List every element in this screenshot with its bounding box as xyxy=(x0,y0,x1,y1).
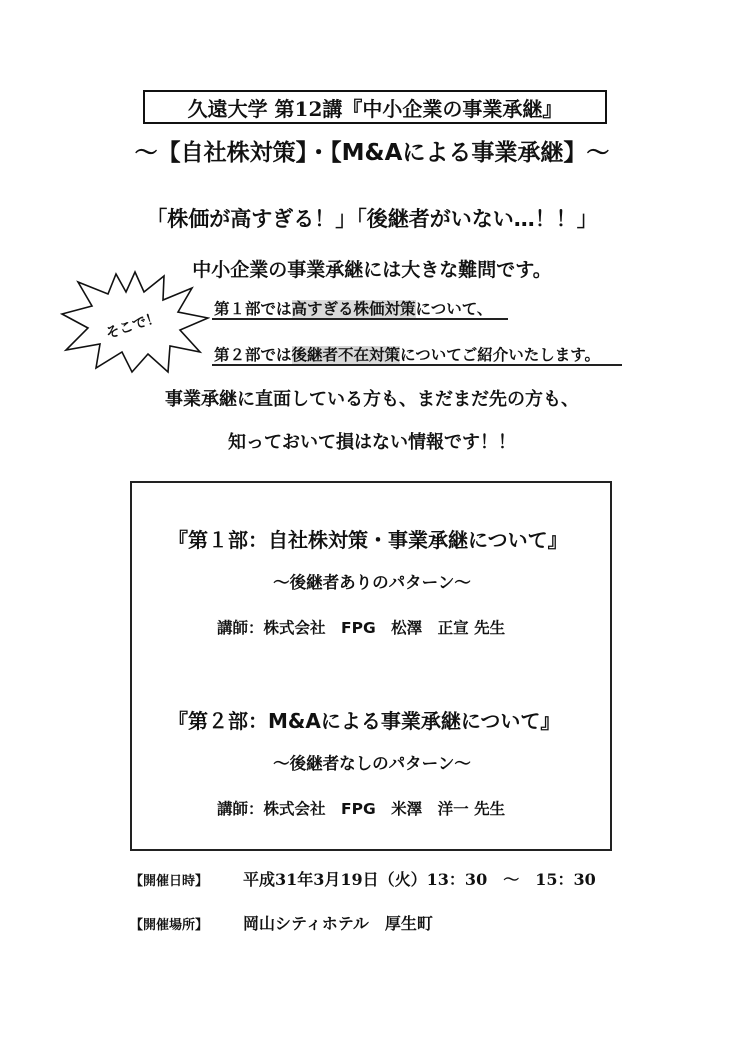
session-1-title: 『第１部：自社株対策・事業承継について』 xyxy=(168,528,568,552)
place-value: 岡山シティホテル 厚生町 xyxy=(243,914,433,933)
intro-closing-2: 知っておいて損はない情報です！！ xyxy=(228,432,516,453)
intro-quote: 「株価が高すぎる！」「後継者がいない…！！」 xyxy=(146,207,598,231)
part1-suffix: について、 xyxy=(415,300,493,318)
part2-prefix: 第２部では xyxy=(214,346,292,364)
part2-suffix: についてご紹介いたします。 xyxy=(400,346,600,364)
part1-highlight: 高すぎる株価対策 xyxy=(291,300,416,318)
intro-part2-line xyxy=(214,343,600,365)
session-2-pattern: 〜後継者なしのパターン〜 xyxy=(273,754,471,773)
burst-text: そこで！ xyxy=(103,309,163,343)
session-2-lecturer: 講師：株式会社 FPG 米澤 洋一 先生 xyxy=(217,800,506,818)
event-subtitle: 〜【自社株対策】・【M&Aによる事業承継】〜 xyxy=(134,140,610,166)
part2-underline xyxy=(212,364,622,366)
intro-closing-1: 事業承継に直面している方も、まだまだ先の方も、 xyxy=(165,389,579,410)
session-1-pattern: 〜後継者ありのパターン〜 xyxy=(273,573,471,592)
part1-underline xyxy=(212,318,508,320)
part1-prefix: 第１部では xyxy=(214,300,292,318)
part2-highlight: 後継者不在対策 xyxy=(291,346,401,364)
session-1-lecturer: 講師：株式会社 FPG 松澤 正宣 先生 xyxy=(217,619,506,637)
intro-part1-line xyxy=(214,297,492,319)
session-2-title: 『第２部：M&Aによる事業承継について』 xyxy=(168,709,561,733)
date-label: 【開催日時】 xyxy=(130,874,209,889)
starburst-callout xyxy=(60,270,210,374)
place-label: 【開催場所】 xyxy=(130,918,209,933)
event-title: 久遠大学 第12講『中小企業の事業承継』 xyxy=(143,90,607,124)
intro-problem: 中小企業の事業承継には大きな難問です。 xyxy=(192,259,552,281)
date-value: 平成31年3月19日（火）13：30 〜 15：30 xyxy=(243,870,596,889)
